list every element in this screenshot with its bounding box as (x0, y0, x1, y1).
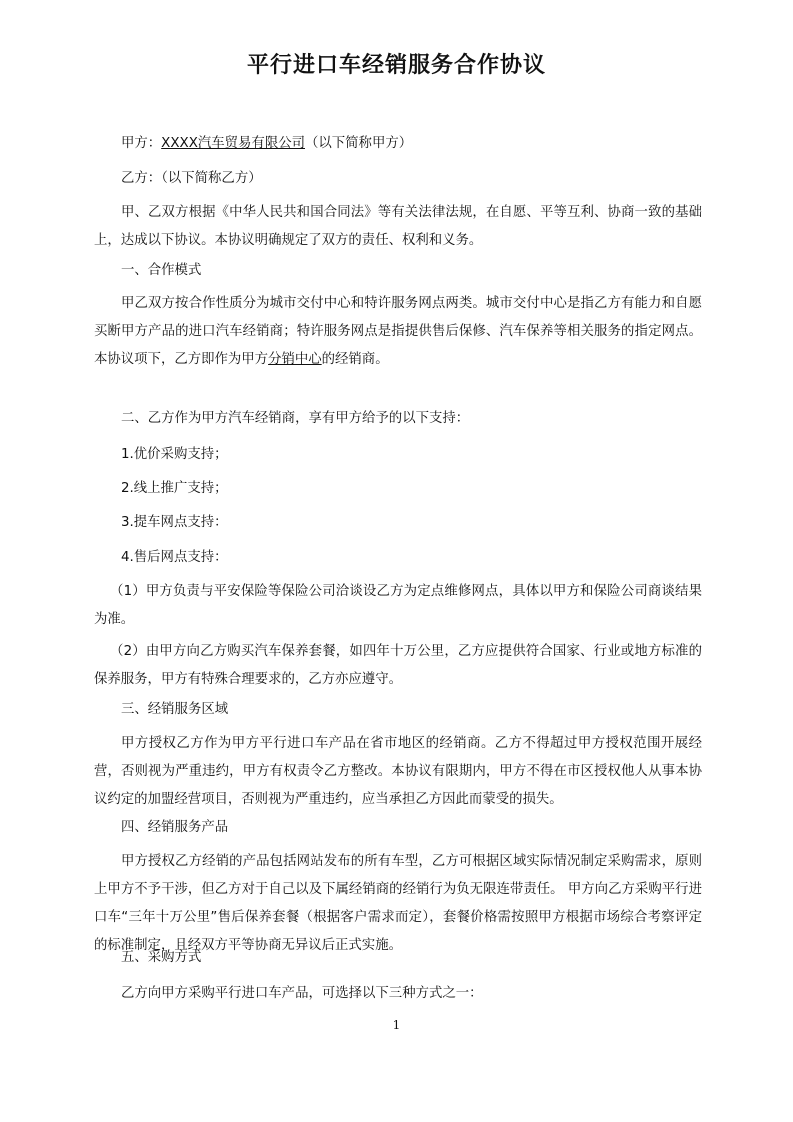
section-5-body: 乙方向甲方采购平行进口车产品，可选择以下三种方式之一： (121, 986, 483, 1001)
section-4-heading: 四、经销服务产品 (121, 820, 229, 835)
support-item: 1.优价采购支持； (121, 447, 228, 462)
section-1-body-end: 的经销商。 (321, 352, 389, 367)
party-a-suffix: （以下简称甲方） (305, 136, 413, 151)
section-3-heading: 三、经销服务区域 (121, 702, 229, 717)
party-b-line: 乙方：（以下简称乙方） (121, 171, 262, 186)
support-item: 3.提车网点支持： (121, 515, 228, 530)
document-title: 平行进口车经销服务合作协议 (246, 52, 546, 78)
support-item: 4.售后网点支持： (121, 550, 228, 565)
page-number: 1 (392, 1018, 401, 1032)
support-item: 2.线上推广支持； (121, 481, 228, 496)
party-a-name: XXXX汽车贸易有限公司 (161, 136, 305, 151)
section-1-body (94, 290, 702, 374)
section-2-heading: 二、乙方作为甲方汽车经销商，享有甲方给予的以下支持： (121, 411, 470, 426)
section-3-body: 甲方授权乙方作为甲方平行进口车产品在省市地区的经销商。乙方不得超过甲方授权范围开展经营，否则视为严重违约，甲方有权责令乙方整改。本协议有限期内，甲方不得在市区授权他人从事本协议约定的加盟经营项目，否则视为严重违约，应当承担乙方因此而蒙受的损失。 (94, 736, 702, 807)
support-sub-item-1: （1）甲方负责与平安保险等保险公司洽谈设乙方为定点维修网点，具体以甲方和保险公司商谈结果为准。 (94, 584, 702, 627)
section-1-heading: 一、合作模式 (121, 263, 202, 278)
section-1-body-text: 甲乙双方按合作性质分为城市交付中心和特许服务网点两类。城市交付中心是指乙方有能力和自愿买断甲方产品的进口汽车经销商；特许服务网点是指提供售后保修、汽车保养等相关服务的指定网点。本协议项下，乙方即作为甲方 (94, 296, 702, 367)
support-sub-item-2: （2）由甲方向乙方购买汽车保养套餐，如四年十万公里，乙方应提供符合国家、行业或地方标准的保养服务，甲方有特殊合理要求的，乙方亦应遵守。 (94, 644, 702, 687)
party-a-line (94, 130, 702, 158)
intro-paragraph: 甲、乙双方根据《中华人民共和国合同法》等有关法律法规，在自愿、平等互利、协商一致的基础上，达成以下协议。本协议明确规定了双方的责任、权利和义务。 (94, 205, 702, 248)
section-5-heading: 五、采购方式 (121, 950, 202, 965)
distribution-center-link: 分销中心 (268, 352, 322, 367)
section-4-body: 甲方授权乙方经销的产品包括网站发布的所有车型，乙方可根据区域实际情况制定采购需求，原则上甲方不予干涉，但乙方对于自己以及下属经销商的经销行为负无限连带责任。 甲方向乙方采购平行进口车“三年十万公里”售后保养套餐（根据客户需求而定），套餐价格需按照甲方根据市场综合考察评定的标准制定，且经双方平等协商无异议后正式实施。 (94, 854, 702, 953)
party-a-prefix: 甲方： (121, 136, 162, 151)
